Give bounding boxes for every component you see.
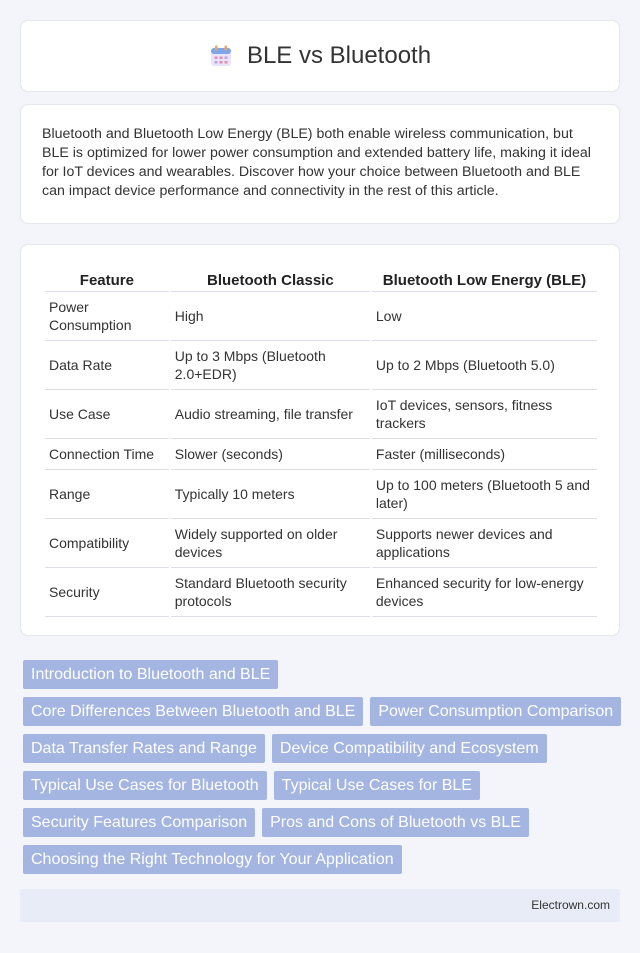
topic-tag[interactable]: Power Consumption Comparison (370, 697, 621, 726)
footer (20, 889, 620, 922)
table-cell: Up to 3 Mbps (Bluetooth 2.0+EDR) (171, 341, 370, 390)
table-cell: Power Consumption (45, 292, 169, 341)
table-row (45, 470, 597, 519)
table-cell: High (171, 292, 370, 341)
table-cell: Data Rate (45, 341, 169, 390)
table-cell: Widely supported on older devices (171, 519, 370, 568)
table-cell: Security (45, 568, 169, 617)
table-cell: Slower (seconds) (171, 439, 370, 470)
table-cell: Use Case (45, 390, 169, 439)
calendar-icon (209, 44, 233, 68)
table-row (45, 292, 597, 341)
topic-tag[interactable]: Device Compatibility and Ecosystem (272, 734, 547, 763)
table-cell: Connection Time (45, 439, 169, 470)
table-row (45, 519, 597, 568)
related-topics (23, 660, 623, 882)
comparison-table (43, 265, 599, 617)
table-row (45, 568, 597, 617)
table-cell: Supports newer devices and applications (372, 519, 597, 568)
table-row (45, 390, 597, 439)
table-row (45, 439, 597, 470)
table-cell: Compatibility (45, 519, 169, 568)
topic-tag[interactable]: Typical Use Cases for BLE (274, 771, 480, 800)
topic-tag[interactable]: Core Differences Between Bluetooth and BLE (23, 697, 363, 726)
table-cell: Range (45, 470, 169, 519)
title-card (20, 20, 620, 92)
topic-tag[interactable]: Choosing the Right Technology for Your Application (23, 845, 402, 874)
page-title: BLE vs Bluetooth (246, 42, 432, 69)
table-cell: Standard Bluetooth security protocols (171, 568, 370, 617)
table-cell: Faster (milliseconds) (372, 439, 597, 470)
topic-tag[interactable]: Security Features Comparison (23, 808, 255, 837)
table-header: Bluetooth Classic (171, 265, 370, 292)
comparison-table-card (20, 244, 620, 636)
table-cell: Enhanced security for low-energy devices (372, 568, 597, 617)
table-cell: IoT devices, sensors, fitness trackers (372, 390, 597, 439)
table-cell: Audio streaming, file transfer (171, 390, 370, 439)
footer-brand[interactable]: Electrown.com (531, 898, 610, 912)
intro-card (20, 104, 620, 224)
table-cell: Up to 100 meters (Bluetooth 5 and later) (372, 470, 597, 519)
table-row (45, 341, 597, 390)
topic-tag[interactable]: Typical Use Cases for Bluetooth (23, 771, 267, 800)
table-cell: Low (372, 292, 597, 341)
topic-tag[interactable]: Introduction to Bluetooth and BLE (23, 660, 278, 689)
intro-text: Bluetooth and Bluetooth Low Energy (BLE) both enable wireless communication, but BLE is optimized for lower power consumption and extended battery life, making it ideal for IoT devices and wearables. Discover how your choice between Bluetooth and BLE can impact device performance and connectivity in the rest of this article. (42, 126, 591, 199)
table-cell: Up to 2 Mbps (Bluetooth 5.0) (372, 341, 597, 390)
table-header-row (45, 265, 597, 292)
table-header: Feature (45, 265, 169, 292)
table-cell: Typically 10 meters (171, 470, 370, 519)
topic-tag[interactable]: Pros and Cons of Bluetooth vs BLE (262, 808, 529, 837)
table-header: Bluetooth Low Energy (BLE) (372, 265, 597, 292)
topic-tag[interactable]: Data Transfer Rates and Range (23, 734, 265, 763)
